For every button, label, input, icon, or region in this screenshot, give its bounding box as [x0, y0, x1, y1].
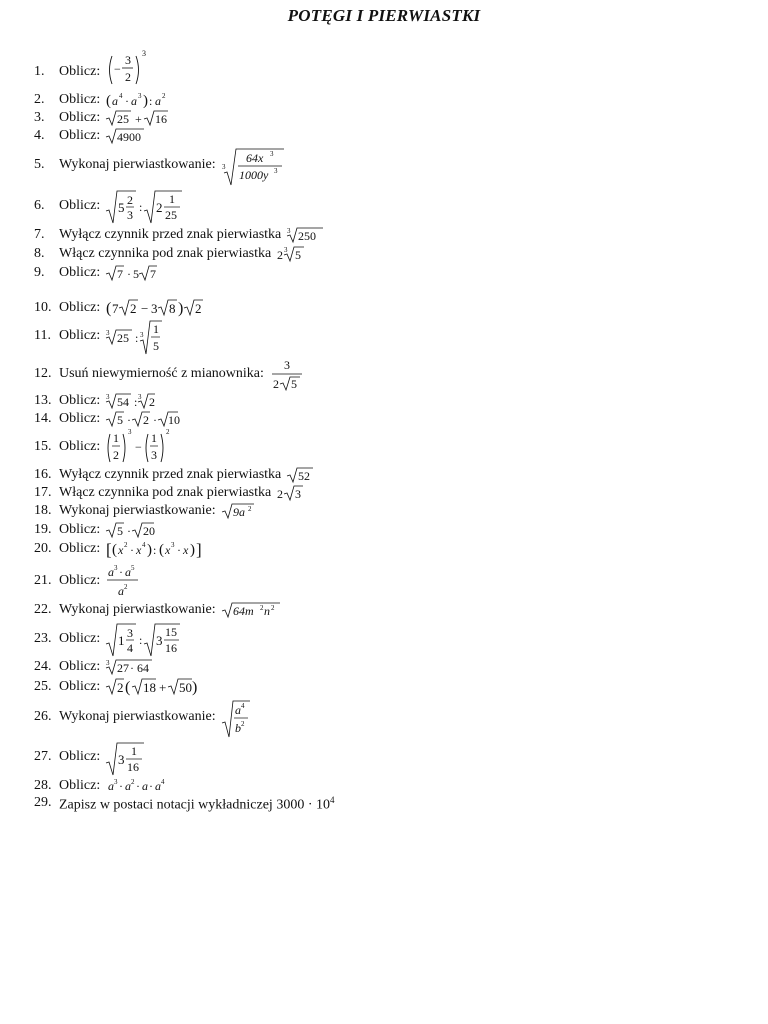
exercise-11 [34, 322, 166, 353]
exercise-text: Włącz czynnika pod znak pierwiastka [59, 246, 272, 261]
exercise-15 [34, 428, 180, 462]
svg-text:(: ( [112, 542, 118, 558]
exercise-text: Oblicz: [59, 92, 101, 107]
exercise-12 [34, 358, 306, 391]
exercise-19 [34, 520, 156, 540]
exercise-number: 23. [34, 631, 52, 646]
svg-text::: : [134, 395, 138, 409]
svg-text:a: a [234, 703, 241, 717]
exercise-number: 10. [34, 300, 52, 315]
exercise-14 [34, 409, 181, 429]
exercise-number: 20. [34, 541, 52, 556]
formula-6 [106, 189, 184, 225]
exercise-number: 29. [34, 795, 52, 810]
exercise-text-main: Zapisz w postaci notacji wykładniczej 3000 · 10 [59, 797, 330, 813]
svg-text:4: 4 [142, 541, 146, 549]
svg-text:·: · [153, 413, 158, 427]
svg-text:2: 2 [166, 428, 170, 436]
svg-text:3: 3 [269, 150, 274, 158]
svg-text:·: · [130, 543, 135, 557]
svg-text:2: 2 [125, 70, 132, 84]
exercise-number: 3. [34, 110, 45, 125]
svg-text:a: a [125, 565, 132, 579]
exercise-text: Oblicz: [59, 328, 101, 343]
formula-14 [106, 409, 181, 429]
svg-text:8: 8 [169, 301, 176, 316]
formula-1 [106, 50, 154, 90]
formula-9 [106, 263, 160, 283]
svg-text:250: 250 [298, 229, 317, 243]
svg-text:·: · [136, 779, 141, 793]
exercise-number: 6. [34, 198, 45, 213]
exercise-number: 7. [34, 227, 45, 242]
svg-text:2: 2 [124, 541, 128, 549]
exercise-21 [34, 564, 146, 598]
svg-text:−: − [114, 62, 121, 76]
exercise-24 [34, 657, 154, 677]
svg-text:2: 2 [127, 193, 134, 207]
svg-text:·: · [119, 565, 124, 579]
svg-text:1: 1 [153, 322, 160, 336]
svg-text:10: 10 [168, 413, 181, 427]
svg-text:3: 3 [156, 633, 163, 648]
svg-text:5: 5 [117, 524, 124, 538]
svg-text:3: 3 [106, 659, 110, 667]
svg-text:2: 2 [131, 778, 135, 786]
exercise-1 [34, 49, 154, 84]
svg-text:x: x [118, 543, 124, 557]
svg-text:]: ] [196, 540, 202, 559]
svg-text:3: 3 [151, 448, 158, 462]
exponent: 4 [329, 795, 335, 806]
svg-text:): ) [192, 679, 198, 696]
svg-text:7: 7 [150, 267, 157, 281]
exercise-number: 9. [34, 265, 45, 280]
exercise-text: Oblicz: [59, 110, 101, 125]
svg-text:3: 3 [273, 167, 278, 175]
formula-4 [106, 126, 150, 146]
svg-text:3: 3 [127, 626, 134, 640]
exercise-text: Oblicz: [59, 659, 101, 674]
exercise-text: Oblicz: [59, 198, 101, 213]
svg-text:a: a [131, 94, 138, 108]
formula-20 [106, 538, 210, 560]
exercise-25 [34, 677, 198, 697]
svg-text:3: 3 [118, 752, 125, 767]
svg-text:·: · [149, 779, 154, 793]
exercise-6 [34, 192, 184, 222]
svg-text:1: 1 [113, 431, 120, 445]
svg-text:[: [ [106, 540, 112, 559]
exercise-9 [34, 263, 160, 283]
exercise-text: Usuń niewymierność z mianownika: [59, 366, 264, 381]
svg-text:5: 5 [295, 248, 302, 262]
exercise-number: 5. [34, 157, 45, 172]
svg-text:2: 2 [259, 604, 264, 612]
svg-text:4900: 4900 [117, 130, 142, 144]
svg-text::: : [135, 331, 139, 345]
formula-5 [222, 147, 286, 187]
svg-text:5: 5 [290, 377, 297, 391]
exercise-number: 15. [34, 439, 52, 454]
exercise-20 [34, 539, 210, 559]
exercise-number: 22. [34, 602, 52, 617]
exercise-text: Wykonaj pierwiastkowanie: [59, 157, 216, 172]
svg-text:2: 2 [272, 377, 279, 391]
svg-text::: : [139, 200, 143, 214]
svg-text:18: 18 [143, 680, 157, 695]
svg-text:−: − [135, 440, 142, 454]
svg-text:64x: 64x [245, 151, 263, 165]
exercise-number: 4. [34, 128, 45, 143]
svg-text:16: 16 [165, 641, 178, 655]
exercise-2 [34, 90, 176, 110]
exercise-number: 11. [34, 328, 51, 343]
formula-18 [222, 501, 256, 521]
formula-22 [222, 600, 282, 620]
svg-text:3: 3 [142, 49, 147, 58]
svg-text:3: 3 [140, 331, 144, 339]
svg-text:a: a [155, 94, 162, 108]
svg-text:b: b [234, 721, 241, 735]
svg-text:): ) [147, 542, 153, 558]
exercise-text: Wyłącz czynnik przed znak pierwiastka [59, 227, 282, 242]
exercise-number: 27. [34, 749, 52, 764]
exercise-number: 24. [34, 659, 52, 674]
svg-text:7: 7 [117, 267, 124, 281]
svg-text:4: 4 [127, 641, 134, 655]
svg-text:5: 5 [153, 339, 160, 353]
exercise-text: Oblicz: [59, 522, 101, 537]
svg-text:): ) [190, 542, 196, 558]
svg-text:·: · [127, 267, 132, 281]
svg-text:(: ( [125, 679, 131, 696]
exercise-17 [34, 483, 307, 503]
formula-12 [270, 357, 306, 393]
exercise-number: 1. [34, 64, 45, 79]
formula-19 [106, 520, 156, 540]
exercise-number: 18. [34, 503, 52, 518]
exercise-text: Oblicz: [59, 631, 101, 646]
svg-text:+: + [135, 112, 142, 126]
exercise-text: Oblicz: [59, 573, 101, 588]
svg-text:27: 27 [117, 661, 130, 675]
svg-text:20: 20 [143, 524, 156, 538]
exercise-text [59, 790, 334, 816]
svg-text:2: 2 [149, 395, 156, 409]
svg-text:a: a [142, 779, 149, 793]
svg-text:3: 3 [283, 358, 290, 372]
svg-text:3: 3 [221, 163, 226, 171]
exercise-text: Oblicz: [59, 128, 101, 143]
svg-text:25: 25 [117, 112, 130, 126]
svg-text:1000y: 1000y [238, 168, 268, 182]
svg-text:9a: 9a [232, 505, 245, 519]
exercise-number: 13. [34, 393, 52, 408]
exercise-13 [34, 391, 156, 411]
svg-text:x: x [183, 543, 189, 557]
svg-text:2: 2 [143, 413, 150, 427]
exercise-text: Oblicz: [59, 411, 101, 426]
svg-text:3: 3 [138, 393, 142, 401]
svg-text:x: x [136, 543, 142, 557]
exercise-27 [34, 744, 146, 774]
exercise-number: 26. [34, 709, 52, 724]
svg-text:2: 2 [270, 604, 275, 612]
svg-text:1: 1 [118, 633, 125, 648]
exercise-text: Oblicz: [59, 300, 101, 315]
svg-text::: : [139, 633, 143, 647]
svg-text:a: a [155, 779, 162, 793]
svg-text:16: 16 [155, 112, 168, 126]
svg-text:a: a [108, 565, 115, 579]
svg-text:2: 2 [113, 448, 120, 462]
exercise-number: 17. [34, 485, 52, 500]
exercise-26 [34, 702, 252, 735]
svg-text:4: 4 [119, 92, 123, 100]
svg-text:16: 16 [127, 760, 140, 774]
svg-text:(: ( [159, 542, 165, 558]
page-title: POTĘGI I PIERWIASTKI [287, 6, 481, 25]
svg-text:1: 1 [151, 431, 158, 445]
svg-text:25: 25 [165, 208, 178, 222]
exercise-text: Oblicz: [59, 439, 101, 454]
svg-text:3: 3 [106, 393, 110, 401]
svg-text:5: 5 [131, 564, 135, 572]
formula-7 [287, 225, 327, 245]
svg-text:3: 3 [171, 541, 175, 549]
svg-text:3: 3 [128, 428, 132, 436]
svg-text:(: ( [106, 93, 112, 109]
svg-text:3: 3 [106, 329, 110, 337]
svg-text:5: 5 [133, 267, 140, 281]
svg-text:5: 5 [117, 413, 124, 427]
exercise-number: 2. [34, 92, 45, 107]
svg-text:2: 2 [130, 301, 137, 316]
svg-text:): ) [178, 300, 184, 317]
svg-text:2: 2 [195, 301, 202, 316]
exercise-text: Wykonaj pierwiastkowanie: [59, 503, 216, 518]
svg-text:1: 1 [169, 192, 176, 206]
exercise-text: Oblicz: [59, 393, 101, 408]
formula-11 [106, 319, 166, 357]
exercise-number: 19. [34, 522, 52, 537]
exercise-number: 12. [34, 366, 52, 381]
svg-text:): ) [143, 93, 149, 109]
svg-text:2: 2 [156, 200, 163, 215]
formula-23 [106, 622, 182, 658]
svg-text:2: 2 [247, 505, 252, 513]
svg-text:7: 7 [112, 301, 119, 316]
exercise-number: 14. [34, 411, 52, 426]
svg-text:a: a [125, 779, 132, 793]
svg-text:x: x [165, 543, 171, 557]
svg-text:15: 15 [165, 625, 178, 639]
svg-text:25: 25 [117, 331, 130, 345]
exercise-3 [34, 108, 170, 128]
exercise-7 [34, 225, 327, 245]
svg-text:3: 3 [125, 53, 132, 67]
svg-text:52: 52 [298, 469, 311, 483]
svg-text:·: · [130, 661, 135, 675]
formula-27 [106, 741, 146, 777]
exercise-number: 8. [34, 246, 45, 261]
svg-text:50: 50 [179, 680, 193, 695]
exercise-23 [34, 625, 182, 655]
exercise-text: Oblicz: [59, 64, 101, 79]
svg-text:2: 2 [162, 92, 166, 100]
exercise-number: 16. [34, 467, 52, 482]
formula-13 [106, 391, 156, 411]
svg-text:4: 4 [161, 778, 165, 786]
formula-3 [106, 108, 170, 128]
formula-24 [106, 657, 154, 677]
exercise-text: Oblicz: [59, 778, 101, 793]
formula-26 [222, 699, 252, 739]
svg-text:1: 1 [131, 744, 138, 758]
formula-10 [106, 297, 206, 319]
svg-text:54: 54 [117, 395, 130, 409]
svg-text:n: n [263, 604, 270, 618]
exercise-text: Oblicz: [59, 541, 101, 556]
exercise-10 [34, 298, 206, 318]
exercise-16 [34, 465, 317, 485]
svg-text:·: · [125, 94, 130, 108]
svg-text:64: 64 [137, 661, 150, 675]
svg-text:a: a [112, 94, 119, 108]
svg-text:·: · [127, 413, 132, 427]
formula-8 [277, 244, 311, 264]
exercise-text: Oblicz: [59, 265, 101, 280]
exercise-text: Oblicz: [59, 679, 101, 694]
svg-text:3: 3 [295, 487, 302, 501]
svg-text:3: 3 [114, 564, 118, 572]
exercise-5 [34, 150, 286, 182]
exercise-number: 21. [34, 573, 52, 588]
svg-text:+: + [159, 680, 167, 695]
svg-text:2: 2 [277, 248, 284, 262]
exercise-29 [34, 793, 334, 813]
svg-text:2: 2 [124, 583, 128, 591]
formula-21 [106, 564, 146, 602]
svg-text:3: 3 [287, 227, 291, 235]
svg-text:3: 3 [138, 92, 142, 100]
svg-text:·: · [177, 543, 182, 557]
exercise-text: Wykonaj pierwiastkowanie: [59, 602, 216, 617]
svg-text:3: 3 [284, 246, 288, 254]
exercise-text: Wyłącz czynnik przed znak pierwiastka [59, 467, 282, 482]
exercise-8 [34, 244, 311, 264]
svg-text:a: a [118, 584, 125, 598]
exercise-number: 28. [34, 778, 52, 793]
exercise-text: Wykonaj pierwiastkowanie: [59, 709, 216, 724]
exercise-text: Włącz czynnika pod znak pierwiastka [59, 485, 272, 500]
svg-text:3: 3 [114, 778, 118, 786]
svg-text:·: · [119, 779, 124, 793]
svg-text:−: − [141, 301, 149, 316]
formula-2 [106, 90, 176, 110]
exercise-18 [34, 501, 256, 521]
formula-17 [277, 483, 307, 503]
svg-text:(: ( [106, 300, 112, 317]
svg-text::: : [149, 94, 153, 108]
svg-text:5: 5 [118, 200, 125, 215]
svg-text:3: 3 [151, 301, 158, 316]
svg-text:64m: 64m [232, 604, 254, 618]
exercise-22 [34, 600, 282, 620]
formula-25 [106, 676, 198, 698]
exercise-text: Oblicz: [59, 749, 101, 764]
exercise-4 [34, 126, 150, 146]
svg-text::: : [153, 543, 157, 557]
svg-text:2: 2 [117, 680, 124, 695]
svg-text:2: 2 [240, 720, 245, 728]
svg-text:·: · [127, 524, 132, 538]
svg-text:a: a [108, 779, 115, 793]
formula-16 [287, 465, 317, 485]
svg-text:2: 2 [277, 487, 284, 501]
exercise-number: 25. [34, 679, 52, 694]
formula-15 [106, 428, 180, 468]
svg-text:3: 3 [127, 208, 134, 222]
svg-text:4: 4 [240, 702, 245, 710]
